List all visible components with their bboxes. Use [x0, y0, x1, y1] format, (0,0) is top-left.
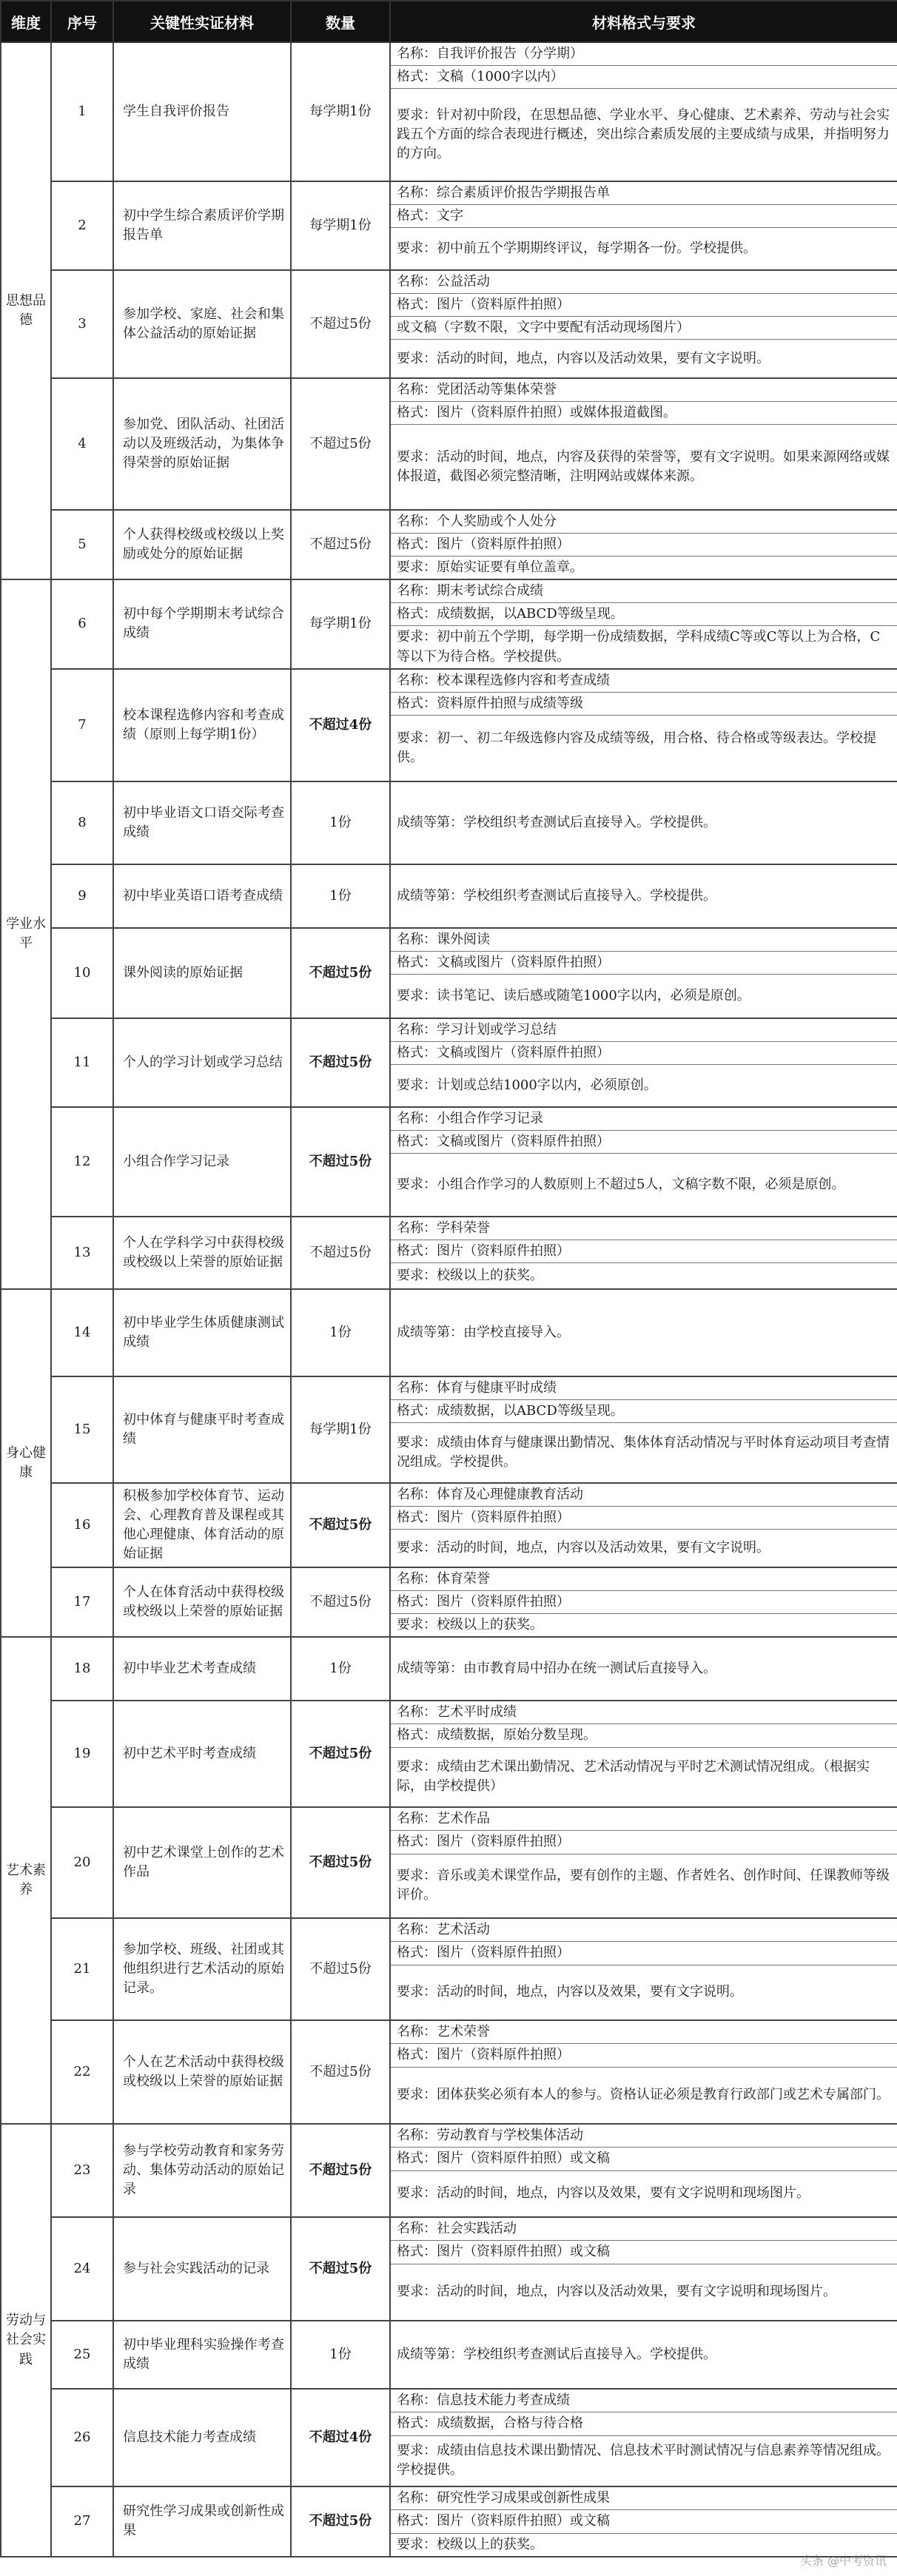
format-line: 格式：图片（资料原件拍照） [391, 294, 897, 317]
format-line: 成绩等第：由市教育局中招办在统一测试后直接导入。 [397, 1661, 716, 1677]
dimension-cell: 艺术素养 [1, 1637, 51, 2124]
format-cell [390, 1918, 897, 2020]
table-row [1, 1637, 897, 1701]
format-line: 格式：图片（资料原件拍照）或文稿 [391, 2148, 897, 2170]
material-cell: 个人在学科学习中获得校级或校级以上荣誉的原始证据 [113, 1217, 291, 1289]
format-cell [390, 781, 897, 864]
format-cell [390, 181, 897, 270]
quantity-cell: 不超过5份 [291, 1217, 390, 1289]
format-line: 格式：资料原件拍照与成绩等级 [391, 693, 897, 716]
table-row [1, 1107, 897, 1217]
quantity-cell: 每学期1份 [291, 42, 390, 181]
quantity-cell: 不超过5份 [291, 1107, 390, 1217]
table-row [1, 1483, 897, 1567]
material-cell: 小组合作学习记录 [113, 1107, 291, 1217]
material-cell: 个人在体育活动中获得校级或校级以上荣誉的原始证据 [113, 1567, 291, 1637]
material-cell: 初中毕业英语口语考查成绩 [113, 864, 291, 928]
format-line: 名称：艺术平时成绩 [391, 1701, 897, 1724]
seq-cell: 10 [51, 928, 113, 1018]
table-row [1, 2217, 897, 2321]
format-cell [390, 1483, 897, 1567]
format-line: 名称：课外阅读 [391, 929, 897, 952]
format-line: 要求：初中前五个学期，每学期一份成绩数据，学科成绩C等或C等以上为合格，C等以下为待合格。学校提供。 [397, 629, 881, 665]
format-line: 成绩等第：由学校直接导入。 [397, 1324, 570, 1340]
quantity-cell: 不超过4份 [291, 669, 390, 781]
seq-cell: 13 [51, 1217, 113, 1289]
table-row [1, 579, 897, 668]
format-cell [390, 1376, 897, 1483]
format-line: 名称：劳动教育与学校集体活动 [391, 2125, 897, 2148]
format-line: 格式：文字 [391, 205, 897, 228]
seq-cell: 21 [51, 1918, 113, 2020]
format-line: 格式：文稿或图片（资料原件拍照） [391, 1131, 897, 1154]
seq-cell: 17 [51, 1567, 113, 1637]
table-row [1, 1018, 897, 1107]
format-line: 要求：活动的时间，地点，内容以及活动效果，要有文字说明和现场图片。 [397, 2284, 836, 2300]
format-line: 名称：党团活动等集体荣誉 [391, 379, 897, 402]
format-cell [390, 2486, 897, 2556]
seq-cell: 15 [51, 1376, 113, 1483]
material-cell: 初中毕业语文口语交际考查成绩 [113, 781, 291, 864]
format-cell [390, 1567, 897, 1637]
seq-cell: 20 [51, 1807, 113, 1918]
format-cell [390, 1217, 897, 1289]
format-line: 格式：图片（资料原件拍照） [391, 1831, 897, 1854]
table-row [1, 928, 897, 1018]
format-line: 格式：图片（资料原件拍照） [391, 534, 897, 556]
table-row [1, 1567, 897, 1637]
format-line: 要求：成绩由艺术课出勤情况、艺术活动情况与平时艺术测试情况组成。（根据实际，由学校提供） [397, 1759, 870, 1795]
material-cell: 初中学生综合素质评价学期报告单 [113, 181, 291, 270]
format-lines [391, 782, 897, 864]
format-line: 或文稿（字数不限，文字中要配有活动现场图片） [391, 317, 897, 340]
dimension-cell: 劳动与社会实践 [1, 2124, 51, 2556]
format-cell [390, 1807, 897, 1918]
format-line: 要求：活动的时间，地点，内容以及活动效果，要有文字说明。 [397, 1539, 770, 1556]
table-row [1, 181, 897, 270]
format-cell [390, 1701, 897, 1807]
quantity-cell: 每学期1份 [291, 1376, 390, 1483]
format-line: 格式：图片（资料原件拍照）或媒体报道截图。 [391, 402, 897, 425]
format-line: 名称：自我评价报告（分学期） [391, 43, 897, 66]
format-lines [391, 580, 897, 667]
format-lines [391, 2321, 897, 2388]
seq-cell: 25 [51, 2321, 113, 2389]
material-cell: 积极参加学校体育节、运动会、心理教育普及课程或其他心理健康、体育活动的原始证据 [113, 1483, 291, 1567]
header-dimension: 维度 [1, 1, 51, 42]
format-lines [391, 271, 897, 377]
seq-cell: 3 [51, 270, 113, 378]
quantity-cell: 1份 [291, 781, 390, 864]
format-line: 要求：计划或总结1000字以内，必须原创。 [397, 1077, 657, 1093]
format-lines [391, 1568, 897, 1636]
table-row [1, 1289, 897, 1376]
seq-cell: 4 [51, 378, 113, 510]
format-line: 要求：活动的时间，地点，内容以及效果，要有文字说明。 [397, 1984, 743, 2000]
format-lines [391, 1108, 897, 1216]
format-line: 格式：文稿或图片（资料原件拍照） [391, 1042, 897, 1065]
format-cell [390, 864, 897, 928]
material-cell: 参加党、团队活动、社团活动以及班级活动，为集体争得荣誉的原始证据 [113, 378, 291, 510]
format-lines [391, 182, 897, 269]
format-lines [391, 1290, 897, 1376]
format-cell [390, 2321, 897, 2389]
quantity-cell: 每学期1份 [291, 181, 390, 270]
quantity-cell: 不超过5份 [291, 1918, 390, 2020]
table-row [1, 1918, 897, 2020]
format-cell [390, 2124, 897, 2217]
format-line: 成绩等第：学校组织考查测试后直接导入。学校提供。 [397, 2347, 716, 2363]
format-cell [390, 2020, 897, 2124]
seq-cell: 12 [51, 1107, 113, 1217]
format-lines [391, 511, 897, 579]
format-lines [391, 379, 897, 509]
format-line: 要求：团体获奖必须有本人的参与。资格认证必须是教育行政部门或艺术专属部门。 [397, 2087, 890, 2103]
table-header-row [1, 1, 897, 42]
material-cell: 初中艺术课堂上创作的艺术作品 [113, 1807, 291, 1918]
format-line: 要求：活动的时间，地点，内容以及效果，要有文字说明和现场图片。 [397, 2185, 810, 2202]
material-cell: 课外阅读的原始证据 [113, 928, 291, 1018]
table-row [1, 1807, 897, 1918]
format-line: 格式：图片（资料原件拍照） [391, 1942, 897, 1965]
quantity-cell: 1份 [291, 1637, 390, 1701]
format-lines [391, 2021, 897, 2123]
table-row [1, 270, 897, 378]
quantity-cell: 不超过4份 [291, 2389, 390, 2486]
format-line: 要求：活动的时间，地点，内容及获得的荣誉等，要有文字说明。如果来源网络或媒体报道，截图必须完整清晰，注明网站或媒体来源。 [397, 449, 890, 485]
seq-cell: 1 [51, 42, 113, 181]
format-line: 要求：校级以上的获奖。 [397, 1267, 543, 1283]
quantity-cell: 不超过5份 [291, 928, 390, 1018]
table-row [1, 2486, 897, 2556]
quantity-cell: 不超过5份 [291, 510, 390, 579]
format-line: 名称：研究性学习成果或创新性成果 [391, 2487, 897, 2510]
material-cell: 初中毕业学生体质健康测试成绩 [113, 1289, 291, 1376]
seq-cell: 11 [51, 1018, 113, 1107]
quantity-cell: 1份 [291, 864, 390, 928]
format-line: 名称：校本课程选修内容和考查成绩 [391, 670, 897, 693]
format-lines [391, 2125, 897, 2216]
quantity-cell: 不超过5份 [291, 270, 390, 378]
material-cell: 个人在艺术活动中获得校级或校级以上荣誉的原始证据 [113, 2020, 291, 2124]
format-cell [390, 1289, 897, 1376]
format-lines [391, 2218, 897, 2320]
format-cell [390, 2217, 897, 2321]
seq-cell: 26 [51, 2389, 113, 2486]
seq-cell: 8 [51, 781, 113, 864]
seq-cell: 6 [51, 579, 113, 668]
table-row [1, 864, 897, 928]
material-cell: 初中毕业艺术考查成绩 [113, 1637, 291, 1701]
format-line: 名称：学科荣誉 [391, 1217, 897, 1240]
format-line: 要求：校级以上的获奖。 [397, 2536, 543, 2552]
material-cell: 初中每个学期期末考试综合成绩 [113, 579, 291, 668]
format-line: 要求：小组合作学习的人数原则上不超过5人，文稿字数不限，必须是原创。 [397, 1176, 845, 1192]
format-line: 名称：信息技术能力考查成绩 [391, 2390, 897, 2412]
format-line: 名称：艺术作品 [391, 1808, 897, 1831]
dimension-cell: 思想品德 [1, 42, 51, 579]
quantity-cell: 每学期1份 [291, 579, 390, 668]
format-cell [390, 669, 897, 781]
header-seq: 序号 [51, 1, 113, 42]
quantity-cell: 不超过5份 [291, 1567, 390, 1637]
format-lines [391, 670, 897, 781]
table-row [1, 2321, 897, 2389]
format-line: 名称：个人奖励或个人处分 [391, 511, 897, 534]
format-cell [390, 1107, 897, 1217]
quantity-cell: 不超过5份 [291, 1018, 390, 1107]
material-cell: 学生自我评价报告 [113, 42, 291, 181]
table-row [1, 781, 897, 864]
format-line: 要求：原始实证要有单位盖章。 [397, 559, 583, 576]
seq-cell: 22 [51, 2020, 113, 2124]
format-lines [391, 1919, 897, 2020]
material-cell: 校本课程选修内容和考查成绩（原则上每学期1份） [113, 669, 291, 781]
seq-cell: 14 [51, 1289, 113, 1376]
format-lines [391, 1638, 897, 1700]
format-lines [391, 1484, 897, 1567]
format-line: 名称：艺术活动 [391, 1919, 897, 1942]
material-cell: 研究性学习成果或创新性成果 [113, 2486, 291, 2556]
seq-cell: 27 [51, 2486, 113, 2556]
format-line: 要求：成绩由信息技术课出勤情况、信息技术平时测试情况与信息素养等情况组成。学校提供。 [397, 2443, 890, 2478]
header-quantity: 数量 [291, 1, 390, 42]
format-line: 格式：成绩数据，原始分数呈现。 [391, 1724, 897, 1747]
format-cell [390, 1637, 897, 1701]
format-line: 名称：学习计划或学习总结 [391, 1019, 897, 1042]
material-cell: 初中毕业理科实验操作考查成绩 [113, 2321, 291, 2389]
material-cell: 个人获得校级或校级以上奖励或处分的原始证据 [113, 510, 291, 579]
format-lines [391, 1808, 897, 1917]
format-line: 格式：图片（资料原件拍照）或文稿 [391, 2241, 897, 2264]
quantity-cell: 不超过5份 [291, 2217, 390, 2321]
format-lines [391, 865, 897, 927]
format-line: 格式：图片（资料原件拍照） [391, 1507, 897, 1530]
format-lines [391, 1217, 897, 1288]
table-row [1, 1217, 897, 1289]
format-line: 格式：图片（资料原件拍照）或文稿 [391, 2510, 897, 2533]
format-line: 格式：图片（资料原件拍照） [391, 2044, 897, 2067]
format-cell [390, 1018, 897, 1107]
header-material: 关键性实证材料 [113, 1, 291, 42]
quantity-cell: 不超过5份 [291, 1701, 390, 1807]
format-line: 格式：文稿（1000字以内） [391, 66, 897, 89]
table-row [1, 2389, 897, 2486]
format-line: 格式：图片（资料原件拍照） [391, 1240, 897, 1263]
format-line: 要求：针对初中阶段，在思想品德、学业水平、身心健康、艺术素养、劳动与社会实践五个方面的综合表现进行概述，突出综合素质发展的主要成绩与成果，并指明努力的方向。 [397, 107, 890, 162]
format-line: 名称：艺术荣誉 [391, 2021, 897, 2044]
table-row [1, 2020, 897, 2124]
dimension-cell: 学业水平 [1, 579, 51, 1288]
table-row [1, 669, 897, 781]
format-lines [391, 1019, 897, 1106]
table-row [1, 42, 897, 181]
format-cell [390, 510, 897, 579]
format-line: 要求：初中前五个学期期终评议，每学期各一份。学校提供。 [397, 241, 756, 257]
material-cell: 参加学校、班级、社团或其他组织进行艺术活动的原始记录。 [113, 1918, 291, 2020]
format-cell [390, 928, 897, 1018]
format-line: 名称：体育及心理健康教育活动 [391, 1484, 897, 1507]
seq-cell: 19 [51, 1701, 113, 1807]
format-line: 格式：图片（资料原件拍照） [391, 1591, 897, 1614]
table-row [1, 510, 897, 579]
format-line: 要求：初一、初二年级选修内容及成绩等级，用合格、待合格或等级表达。学校提供。 [397, 730, 876, 765]
material-cell: 初中艺术平时考查成绩 [113, 1701, 291, 1807]
format-line: 要求：活动的时间，地点，内容以及活动效果，要有文字说明。 [397, 350, 770, 366]
format-line: 格式：成绩数据，以ABCD等级呈现。 [391, 1400, 897, 1423]
quantity-cell: 不超过5份 [291, 1483, 390, 1567]
format-line: 要求：校级以上的获奖。 [397, 1617, 543, 1633]
quantity-cell: 1份 [291, 2321, 390, 2389]
table-row [1, 378, 897, 510]
table-body [1, 42, 897, 2557]
material-cell: 参与社会实践活动的记录 [113, 2217, 291, 2321]
format-line: 名称：体育与健康平时成绩 [391, 1377, 897, 1400]
format-lines [391, 2390, 897, 2486]
format-cell [390, 270, 897, 378]
seq-cell: 16 [51, 1483, 113, 1567]
format-line: 格式：文稿或图片（资料原件拍照） [391, 952, 897, 975]
format-line: 名称：综合素质评价报告学期报告单 [391, 182, 897, 205]
format-line: 要求：成绩由体育与健康课出勤情况、集体体育活动情况与平时体育运动项目考查情况组成。学校提供。 [397, 1434, 890, 1470]
format-line: 格式：成绩数据，合格与待合格 [391, 2412, 897, 2435]
seq-cell: 5 [51, 510, 113, 579]
format-line: 名称：社会实践活动 [391, 2218, 897, 2241]
table-row [1, 2124, 897, 2217]
format-lines [391, 2487, 897, 2555]
seq-cell: 2 [51, 181, 113, 270]
format-line: 名称：期末考试综合成绩 [391, 580, 897, 603]
format-line: 要求：音乐或美术课堂作品，要有创作的主题、作者姓名、创作时间、任课教师等级评价。 [397, 1868, 890, 1903]
format-line: 名称：体育荣誉 [391, 1568, 897, 1591]
quantity-cell: 不超过5份 [291, 2020, 390, 2124]
quantity-cell: 1份 [291, 1289, 390, 1376]
format-cell [390, 378, 897, 510]
format-lines [391, 929, 897, 1018]
format-cell [390, 42, 897, 181]
seq-cell: 7 [51, 669, 113, 781]
quantity-cell: 不超过5份 [291, 2486, 390, 2556]
watermark: 头条 @中考资讯 [799, 2554, 887, 2568]
format-lines [391, 43, 897, 181]
material-cell: 个人的学习计划或学习总结 [113, 1018, 291, 1107]
material-cell: 参与学校劳动教育和家务劳动、集体劳动活动的原始记录 [113, 2124, 291, 2217]
quantity-cell: 不超过5份 [291, 1807, 390, 1918]
seq-cell: 24 [51, 2217, 113, 2321]
format-line: 要求：读书笔记、读后感或随笔1000字以内，必须是原创。 [397, 987, 750, 1003]
header-format: 材料格式与要求 [390, 1, 897, 42]
format-line: 成绩等第：学校组织考查测试后直接导入。学校提供。 [397, 814, 716, 830]
table-row [1, 1701, 897, 1807]
format-cell [390, 2389, 897, 2486]
quantity-cell: 不超过5份 [291, 2124, 390, 2217]
format-line: 名称：小组合作学习记录 [391, 1108, 897, 1131]
format-cell [390, 579, 897, 668]
table-row [1, 1376, 897, 1483]
format-lines [391, 1377, 897, 1482]
format-line: 格式：成绩数据，以ABCD等级呈现。 [391, 603, 897, 626]
seq-cell: 18 [51, 1637, 113, 1701]
seq-cell: 9 [51, 864, 113, 928]
material-cell: 初中体育与健康平时考查成绩 [113, 1376, 291, 1483]
material-cell: 信息技术能力考查成绩 [113, 2389, 291, 2486]
seq-cell: 23 [51, 2124, 113, 2217]
format-line: 名称：公益活动 [391, 271, 897, 294]
format-lines [391, 1701, 897, 1806]
quantity-cell: 不超过5份 [291, 378, 390, 510]
material-cell: 参加学校、家庭、社会和集体公益活动的原始证据 [113, 270, 291, 378]
dimension-cell: 身心健康 [1, 1289, 51, 1638]
format-line: 成绩等第：学校组织考查测试后直接导入。学校提供。 [397, 887, 716, 904]
